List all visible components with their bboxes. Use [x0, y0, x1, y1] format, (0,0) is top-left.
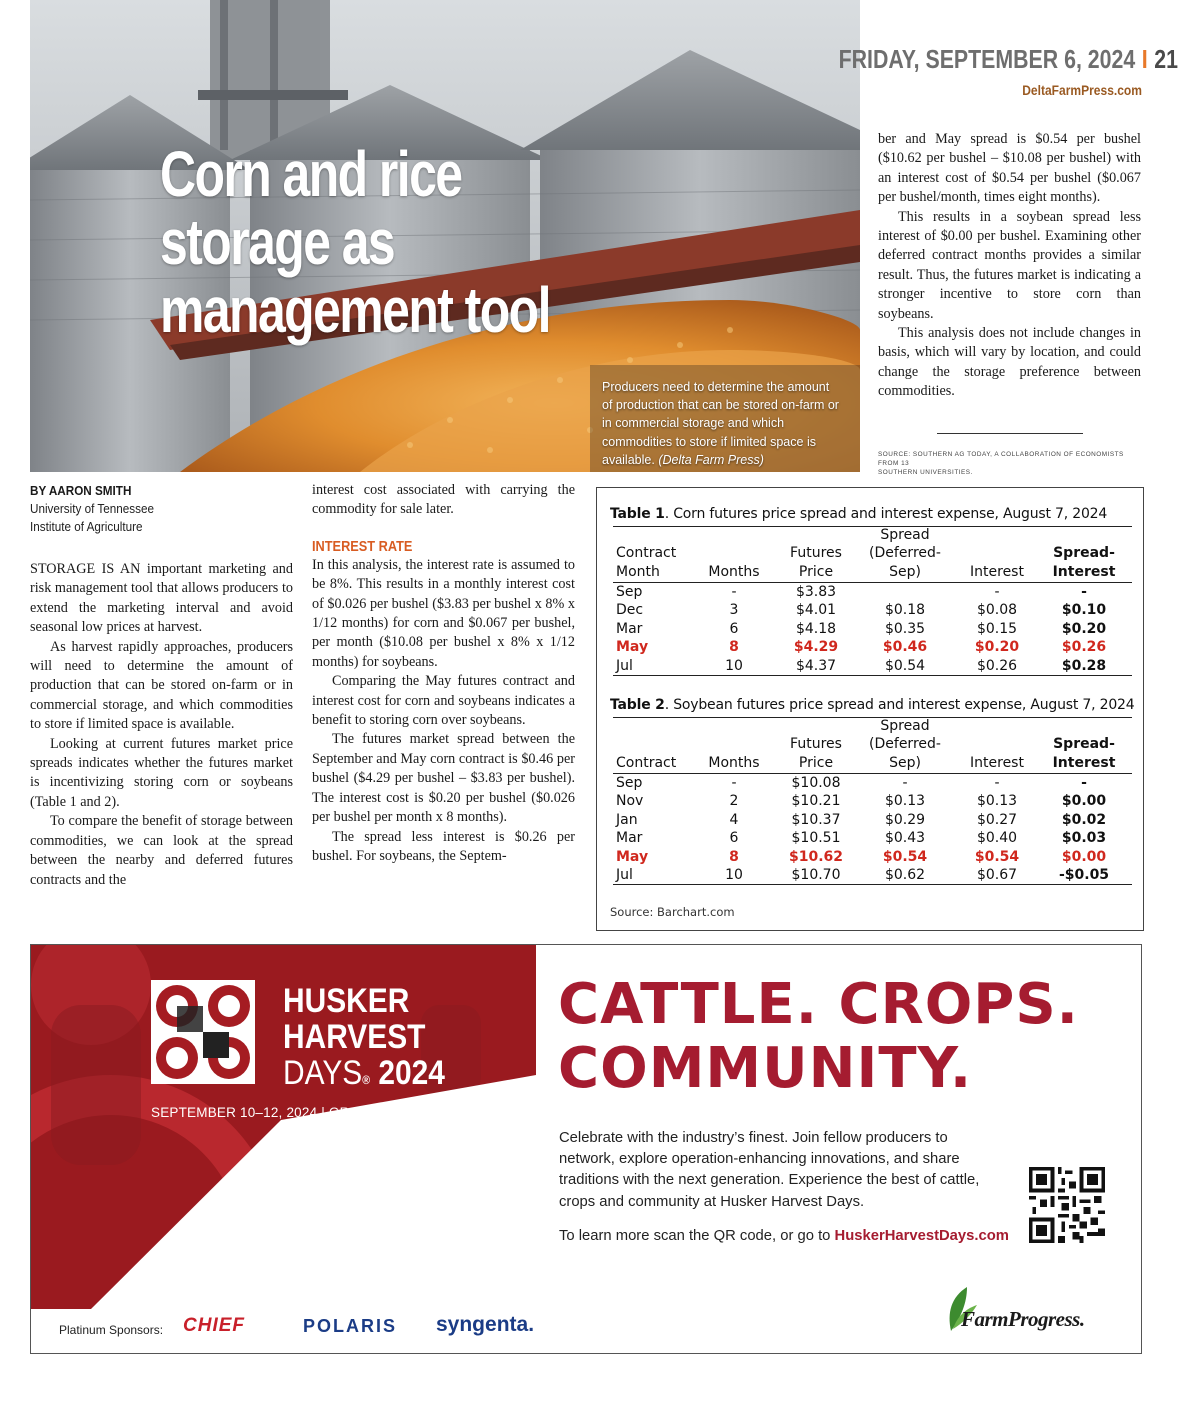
table-cell-interest: $0.40 — [976, 830, 1018, 847]
table-1-label: Table 1 — [610, 506, 665, 522]
sponsors-label: Platinum Sponsors: — [59, 1323, 164, 1337]
table-1-title — [610, 506, 1107, 522]
photo-caption — [602, 378, 842, 469]
table-cell-price: $3.83 — [795, 584, 837, 600]
husker-harvest-days-ad[interactable] — [30, 944, 1142, 1354]
table-header: Contract — [616, 755, 677, 771]
table-cell-spread: $0.46 — [882, 639, 928, 656]
caption-text: Producers need to determine the amount of production that can be stored on-farm or in commercial storage and which commodities to store if limited space is available. — [602, 380, 839, 467]
table-cell-interest: - — [994, 775, 1000, 791]
ad-headline-line: CATTLE. CROPS. — [558, 972, 1079, 1037]
ad-call-to-action — [559, 1228, 1009, 1244]
table-rule — [613, 675, 1132, 676]
table-cell-interest: $0.13 — [976, 793, 1018, 810]
page-number: 21 — [1154, 44, 1178, 74]
table-header: Spread- — [1053, 736, 1115, 752]
table-cell-price: $10.51 — [791, 830, 841, 847]
qr-code-icon[interactable] — [1029, 1167, 1105, 1243]
paragraph: Looking at current futures market price spreads indicates whether the futures market is incentivizing storing corn or soybeans (Table 1 and 2). — [30, 735, 293, 810]
event-year: 2024 — [378, 1054, 445, 1092]
sponsor-logo-chief: CHIEF — [183, 1315, 245, 1336]
table-source: Source: Barchart.com — [610, 905, 735, 919]
table-header: Sep) — [889, 564, 921, 580]
event-dates: SEPTEMBER 10–12, 2024 | GRAND ISLAND, NE — [151, 1105, 460, 1120]
event-logo-text — [283, 983, 445, 1098]
dateline-separator: I — [1141, 44, 1148, 74]
table-cell-spread: $0.54 — [884, 657, 926, 674]
article-column-1 — [30, 560, 293, 890]
table-cell-month: Mar — [616, 620, 643, 637]
table-2-title — [610, 697, 1134, 713]
paragraph: STORAGE IS AN important marketing and risk management tool that allows producers to extend the marketing interval and avoid seasonal low prices at harvest. — [30, 561, 293, 636]
paragraph: ber and May spread is $0.54 per bushel ($10.62 per bushel – $10.08 per bushel) with an interest cost of $0.54 per bushel ($0.067 per bushel/month, times eight months). — [878, 131, 1141, 206]
table-cell-spread: $0.18 — [884, 602, 926, 619]
paragraph: The futures market spread between the September and May corn contract is $0.46 per bushel ($4.29 per bushel – $3.83 per bushel). The interest cost is $0.20 per bushel ($0.026 per bushel per month x 8 months). — [312, 731, 575, 826]
article-column-2 — [312, 481, 575, 866]
table-header: Spread — [880, 527, 930, 543]
table-cell-month: Nov — [616, 793, 644, 810]
table-cell-months: 6 — [729, 830, 739, 847]
table-header: Price — [798, 564, 834, 580]
paragraph: To compare the benefit of storage between commodities, we can look at the spread between the nearby and deferred futures contracts and the — [30, 813, 293, 888]
table-cell-spread: $0.13 — [884, 793, 926, 810]
table-cell-net: - — [1081, 584, 1087, 600]
table-cell-net: - — [1081, 775, 1087, 791]
table-cell-months: 10 — [725, 867, 743, 883]
paragraph: In this analysis, the interest rate is assumed to be 8%. This results in a monthly interest cost of $0.026 per bushel ($3.83 per bushel x 8% x 1/12 months) for corn and $0.067 per bushel, per month ($10.08 per bushel x 8% x 1/12 months) for soybeans. — [312, 556, 575, 670]
table-cell-net: $0.03 — [1061, 830, 1107, 847]
registered-mark: ® — [362, 1073, 371, 1087]
table-header: Interest — [970, 755, 1024, 771]
event-name-line: HARVEST — [283, 1018, 426, 1056]
cta-text: To learn more scan the QR code, or go to — [559, 1228, 835, 1244]
author-name: BY AARON SMITH — [30, 483, 132, 498]
table-cell-interest: $0.20 — [974, 639, 1020, 656]
table-cell-months: 2 — [729, 793, 739, 810]
table-cell-interest: $0.54 — [974, 848, 1020, 865]
table-header: Interest — [970, 564, 1024, 580]
article-headline: Corn and rice storage as management tool — [160, 138, 550, 346]
event-name-line: HUSKER — [283, 982, 410, 1020]
table-cell-price: $10.62 — [788, 848, 844, 865]
table-cell-month: Mar — [616, 830, 643, 847]
source-note-line: SOURCE: SOUTHERN AG TODAY, A COLLABORATION OF ECONOMISTS FROM 13 — [878, 451, 1124, 467]
table-header: Spread- — [1053, 545, 1115, 561]
table-cell-spread: $0.43 — [884, 830, 926, 847]
ad-body-text: Celebrate with the industry’s finest. Join fellow producers to network, explore operation-enhancing innovations, and share traditions with the next generation. Experience the best of cattle, crops and community at Husker Harvest Days. — [559, 1130, 980, 1210]
table-cell-price: $4.01 — [795, 602, 837, 619]
table-cell-months: - — [731, 775, 737, 791]
table-cell-months: 3 — [729, 602, 739, 619]
table-cell-spread: $0.62 — [884, 867, 926, 883]
table-header: (Deferred- — [869, 736, 941, 752]
table-header: Interest — [1052, 564, 1116, 580]
table-header: Month — [616, 564, 660, 580]
source-note-line: SOUTHERN UNIVERSITIES. — [878, 469, 973, 476]
dateline — [838, 44, 1178, 75]
table-cell-interest: $0.26 — [976, 657, 1018, 674]
table-header: Futures — [790, 545, 842, 561]
paragraph: This results in a soybean spread less interest of $0.00 per bushel. Examining other deferred contract months provides a similar result. Thus, the futures market is indicating a stronger incentive to store corn than soybeans. — [878, 208, 1141, 322]
author-affiliation: University of Tennessee — [30, 501, 155, 516]
table-cell-interest: $0.27 — [976, 811, 1018, 828]
table-cell-net: $0.20 — [1061, 620, 1107, 637]
hhd-logo-mark — [151, 980, 255, 1084]
table-cell-month: Jul — [616, 657, 633, 674]
table-cell-interest: $0.67 — [976, 867, 1018, 883]
table-2-label: Table 2 — [610, 697, 665, 713]
table-cell-interest: $0.08 — [976, 602, 1018, 619]
table-header: Interest — [1052, 755, 1116, 771]
ad-headline — [558, 973, 1079, 1101]
table-cell-price: $4.18 — [795, 620, 837, 637]
issue-date: FRIDAY, SEPTEMBER 6, 2024 — [838, 44, 1136, 74]
table-1-caption: . Corn futures price spread and interest expense, August 7, 2024 — [664, 506, 1108, 522]
table-header: Months — [708, 755, 760, 771]
table-cell-months: 10 — [725, 657, 743, 674]
ad-photo-panel — [31, 945, 536, 1309]
paragraph: Comparing the May futures contract and interest cost for corn and soybeans indicates a benefit to storing corn over soybeans. — [312, 673, 575, 729]
paragraph: interest cost associated with carrying the commodity for sale later. — [312, 482, 575, 518]
sponsor-logo-syngenta: syngenta. — [436, 1313, 535, 1336]
event-website-link[interactable]: HuskerHarvestDays.com — [834, 1228, 1009, 1244]
author-affiliation: Institute of Agriculture — [30, 519, 143, 534]
futures-tables — [596, 487, 1144, 931]
table-cell-months: - — [731, 584, 737, 600]
table-cell-price: $10.70 — [791, 867, 841, 883]
table-header: Sep) — [889, 755, 921, 771]
paragraph: The spread less interest is $0.26 per bushel. For soybeans, the Septem- — [312, 828, 575, 864]
sponsor-logo-polaris: POLARIS — [303, 1316, 398, 1336]
table-cell-interest: $0.15 — [976, 620, 1018, 637]
table-cell-spread: $0.54 — [882, 848, 928, 865]
table-cell-price: $4.37 — [795, 657, 837, 674]
hero-photo — [30, 0, 860, 472]
table-cell-month: Jul — [616, 867, 633, 883]
section-subhead: INTEREST RATE — [312, 538, 413, 555]
table-cell-month: May — [616, 639, 649, 656]
table-cell-month: Jan — [616, 811, 638, 828]
table-cell-net: $0.00 — [1061, 793, 1107, 810]
table-cell-price: $4.29 — [793, 639, 839, 656]
end-rule — [937, 433, 1083, 434]
website-link[interactable]: DeltaFarmPress.com — [1022, 82, 1142, 98]
table-cell-spread: $0.35 — [884, 620, 926, 637]
table-cell-net: $0.28 — [1061, 657, 1107, 674]
table-cell-net: $0.10 — [1061, 602, 1107, 619]
table-cell-net: -$0.05 — [1058, 867, 1110, 883]
table-cell-month: May — [616, 848, 649, 865]
photo-credit: (Delta Farm Press) — [658, 452, 764, 467]
table-cell-net: $0.26 — [1061, 639, 1107, 656]
table-cell-price: $10.21 — [791, 793, 841, 810]
table-header: Contract — [616, 545, 677, 561]
table-cell-month: Dec — [616, 602, 644, 619]
table-2-caption: . Soybean futures price spread and interest expense, August 7, 2024 — [664, 697, 1135, 713]
byline — [30, 482, 290, 536]
ad-headline-line: COMMUNITY. — [558, 1036, 973, 1101]
table-cell-months: 4 — [729, 811, 739, 828]
table-header: Price — [798, 755, 834, 771]
source-note — [878, 450, 1138, 477]
publisher-logo: FarmProgress. — [961, 1307, 1085, 1331]
table-cell-months: 8 — [729, 639, 739, 656]
paragraph: This analysis does not include changes in basis, which will vary by location, and could change the storage preference between commodities. — [878, 325, 1141, 400]
table-rule — [613, 884, 1132, 885]
article-column-3 — [878, 130, 1141, 402]
paragraph: As harvest rapidly approaches, producers will need to determine the amount of production that can be stored on-farm or in commercial storage, and which commodities to store if limited space is available. — [30, 638, 293, 733]
table-cell-months: 8 — [729, 848, 739, 865]
table-cell-spread: $0.29 — [884, 811, 926, 828]
table-header: Months — [708, 564, 760, 580]
table-cell-months: 6 — [729, 620, 739, 637]
event-name-days: DAYS — [283, 1054, 363, 1092]
table-cell-interest: - — [994, 584, 1000, 600]
table-cell-net: $0.00 — [1061, 848, 1107, 865]
table-cell-net: $0.02 — [1061, 811, 1107, 828]
table-cell-month: Sep — [616, 584, 643, 600]
table-cell-spread: - — [902, 775, 908, 791]
table-header: Spread — [880, 718, 930, 734]
table-cell-price: $10.37 — [791, 811, 841, 828]
table-header: Futures — [790, 736, 842, 752]
table-cell-month: Sep — [616, 775, 643, 791]
table-header: (Deferred- — [869, 545, 941, 561]
table-cell-price: $10.08 — [791, 775, 841, 791]
